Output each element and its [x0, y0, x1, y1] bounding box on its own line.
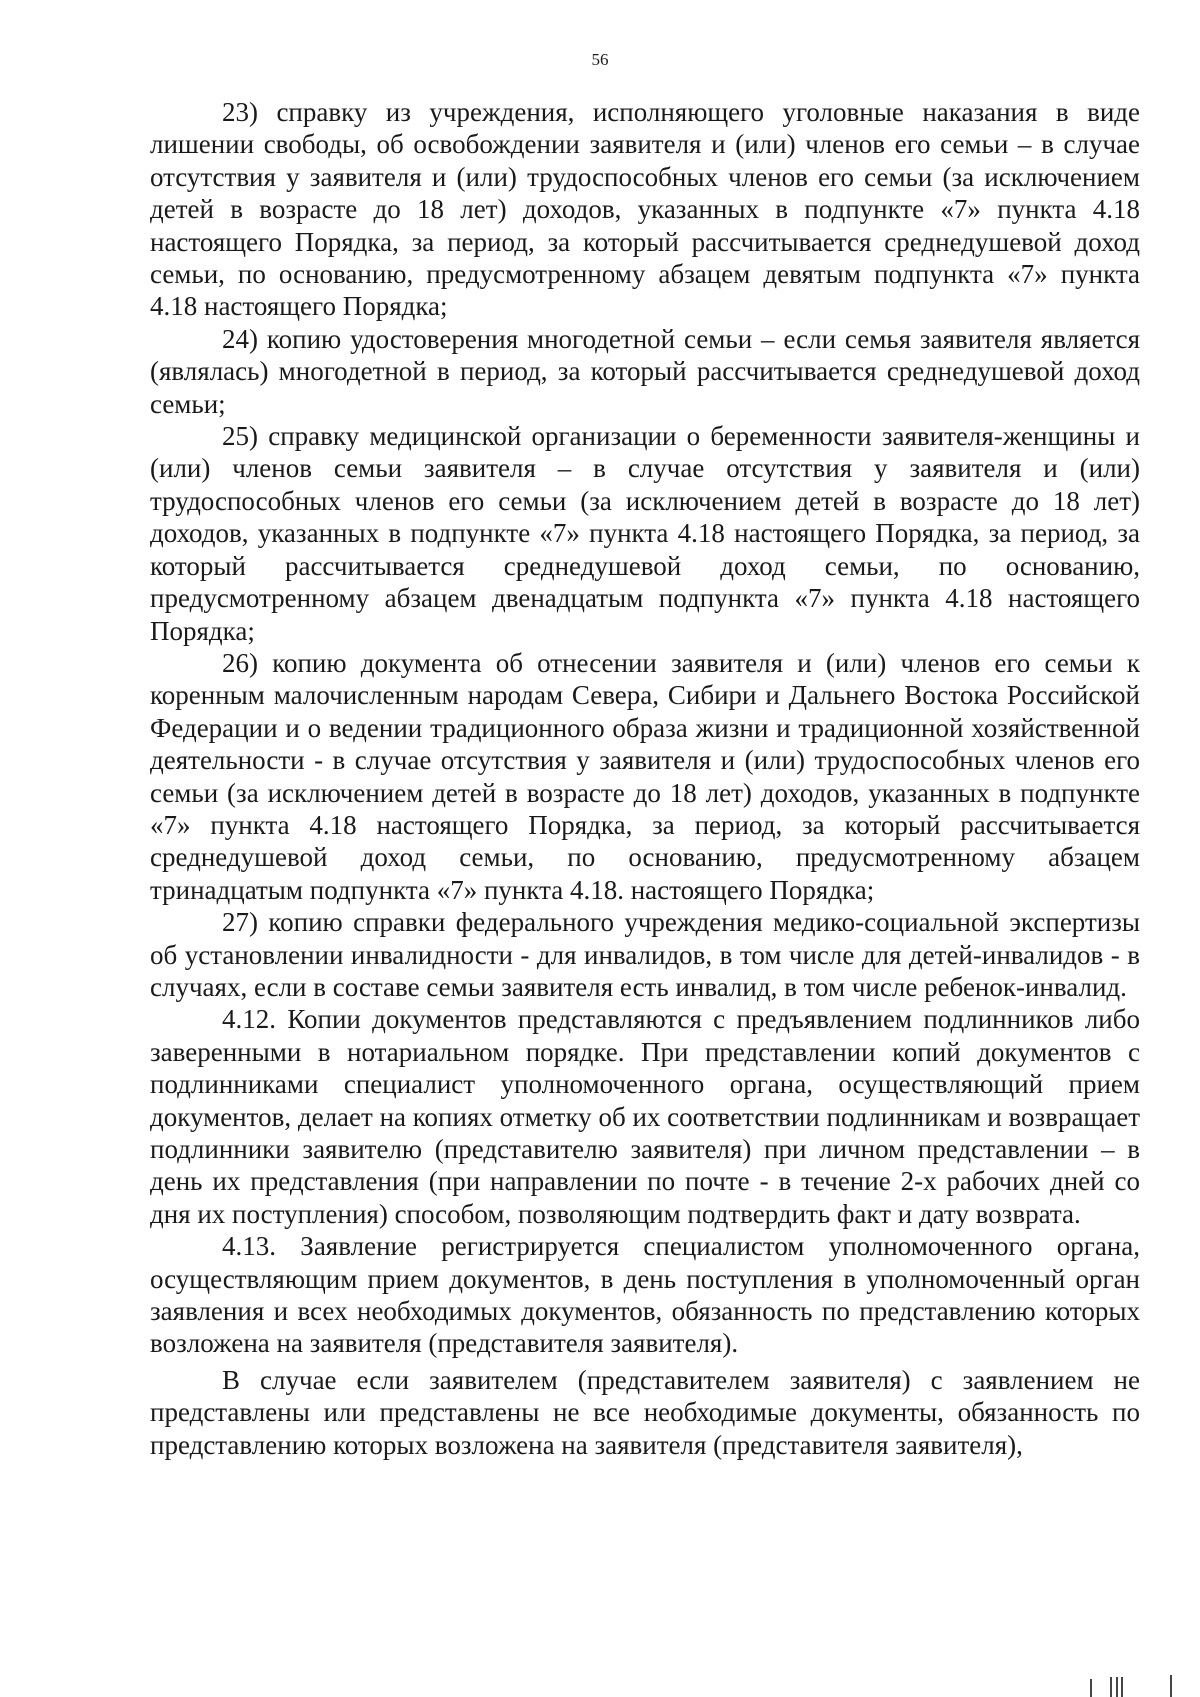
- paragraph-section-4-13: 4.13. Заявление регистрируется специалистом уполномоченного органа, осуществляющим прием документов, в день поступления в уполномоченный орган заявления и всех необходимых документов, обязанность по представлению которых возложена на заявителя (представителя заявителя).: [150, 1231, 1140, 1359]
- paragraph-item-24: 24) копию удостоверения многодетной семьи – если семья заявителя является (являлась) многодетной в период, за который рассчитывается среднедушевой доход семьи;: [150, 323, 1140, 419]
- scan-mark: [1170, 1675, 1172, 1697]
- paragraph-section-4-12: 4.12. Копии документов представляются с предъявлением подлинников либо заверенными в нотариальном порядке. При представлении копий документов с подлинниками специалист уполномоченного органа, осуществляющий прием документов, делает на копиях отметку об их соответствии подлинникам и возвращает подлинники заявителю (представителю заявителя) при личном представлении – в день их представления (при направлении по почте - в течение 2-х рабочих дней со дня их поступления) способом, позволяющим подтвердить факт и дату возврата.: [150, 1004, 1140, 1229]
- scan-mark: [1110, 1677, 1112, 1697]
- paragraph-item-27: 27) копию справки федерального учреждения медико-социальной экспертизы об установлении инвалидности - для инвалидов, в том числе для детей-инвалидов - в случаях, если в составе семьи заявителя есть инвалид, в том числе ребенок-инвалид.: [150, 907, 1140, 1002]
- scan-edge-marks: [1040, 1675, 1200, 1697]
- page-number: 56: [591, 50, 609, 69]
- scan-mark: [1090, 1679, 1092, 1697]
- paragraph-item-23: 23) справку из учреждения, исполняющего уголовные наказания в виде лишении свободы, об освобождении заявителя и (или) членов его семьи – в случае отсутствия у заявителя и (или) трудоспособных членов его семьи (за исключением детей в возрасте до 18 лет) доходов, указанных в подпункте «7» пункта 4.18 настоящего Порядка, за период, за который рассчитывается среднедушевой доход семьи, по основанию, предусмотренному абзацем девятым подпункта «7» пункта 4.18 настоящего Порядка;: [150, 97, 1140, 322]
- scan-mark: [1116, 1677, 1118, 1697]
- scan-mark: [1121, 1677, 1123, 1697]
- document-body: [150, 96, 1140, 1461]
- paragraph-continuation: В случае если заявителем (представителем заявителя) с заявлением не представлены или представлены не все необходимые документы, обязанность по представлению которых возложена на заявителя (представителя заявителя),: [150, 1364, 1140, 1460]
- paragraph-item-26: 26) копию документа об отнесении заявителя и (или) членов его семьи к коренным малочисленным народам Севера, Сибири и Дальнего Востока Российской Федерации и о ведении традиционного образа жизни и традиционной хозяйственной деятельности - в случае отсутствия у заявителя и (или) трудоспособных членов его семьи (за исключением детей в возрасте до 18 лет) доходов, указанных в подпункте «7» пункта 4.18 настоящего Порядка, за период, за который рассчитывается среднедушевой доход семьи, по основанию, предусмотренному абзацем тринадцатым подпункта «7» пункта 4.18. настоящего Порядка;: [150, 647, 1140, 905]
- paragraph-item-25: 25) справку медицинской организации о беременности заявителя-женщины и (или) членов семьи заявителя – в случае отсутствия у заявителя и (или) трудоспособных членов его семьи (за исключением детей в возрасте до 18 лет) доходов, указанных в подпункте «7» пункта 4.18 настоящего Порядка, за период, за который рассчитывается среднедушевой доход семьи, по основанию, предусмотренному абзацем двенадцатым подпункта «7» пункта 4.18 настоящего Порядка;: [150, 421, 1140, 646]
